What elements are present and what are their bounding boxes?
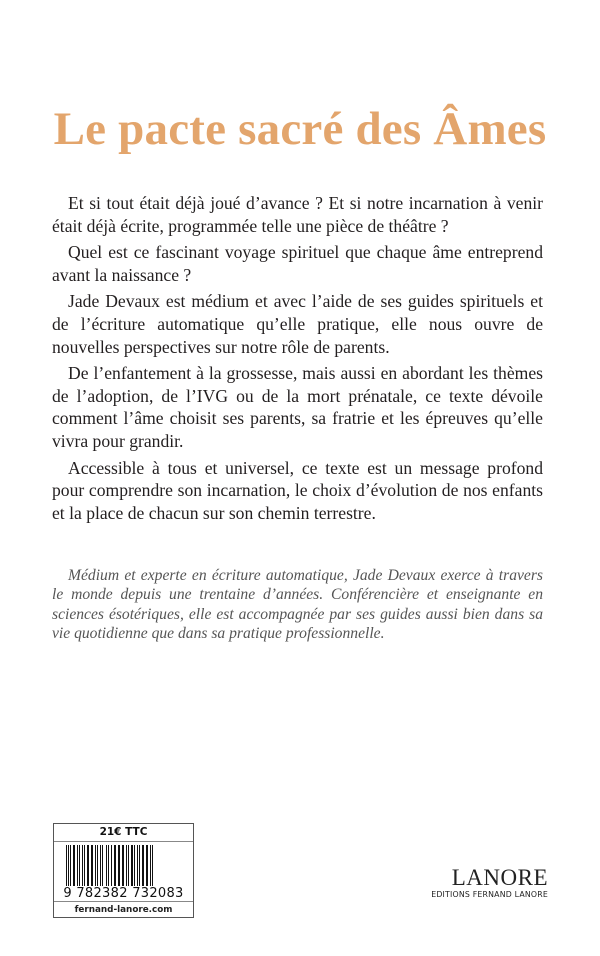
barcode-bar: [122, 845, 124, 891]
barcode-bar: [114, 845, 116, 891]
barcode: [54, 842, 193, 901]
barcode-bar: [95, 845, 96, 891]
barcode-bar: [87, 845, 89, 891]
barcode-bar: [84, 845, 85, 891]
barcode-bar: [77, 845, 78, 891]
blurb-paragraph: De l’enfantement à la grossesse, mais aussi en abordant les thèmes de l’adoption, de l’IVG ou de la mort prénatale, ce texte dévoile comment l’âme choisit ses parents, sa fratrie et les épreuves qu’elle vivra pour grandir.: [52, 363, 543, 451]
price-label: 21€ TTC: [54, 824, 193, 842]
back-cover-blurb: [52, 192, 543, 528]
barcode-bar: [70, 845, 71, 891]
barcode-bar: [137, 845, 138, 891]
barcode-bar: [79, 845, 80, 891]
author-bio: Médium et experte en écriture automatique, Jade Devaux exerce à travers le monde depuis une trentaine d’années. Conférencière et enseignante en sciences ésotériques, elle est accompagnée par ses guides aussi bien dans sa vie quotidienne que dans sa pratique professionnelle.: [52, 567, 543, 643]
isbn-number: [54, 886, 193, 901]
publisher-name: EDITIONS FERNAND LANORE: [431, 890, 548, 899]
blurb-paragraph: Et si tout était déjà joué d’avance ? Et si notre incarnation à venir était déjà écrite, programmée telle une pièce de théâtre ?: [52, 193, 543, 236]
barcode-bar: [111, 845, 112, 891]
barcode-bar: [126, 845, 127, 891]
price-barcode-box: [53, 823, 194, 918]
barcode-bar: [73, 845, 75, 891]
barcode-bar: [134, 845, 135, 891]
barcode-bar: [100, 845, 101, 891]
barcode-bar: [118, 845, 120, 891]
blurb-paragraph: Accessible à tous et universel, ce texte est un message profond pour comprendre son incarnation, le choix d’évolution de nos enfants et la place de chacun sur son chemin terrestre.: [52, 457, 543, 523]
barcode-bar: [146, 845, 148, 891]
barcode-bar: [139, 845, 140, 891]
book-title: Le pacte sacré des Âmes: [53, 103, 547, 156]
publisher-logo: LANORE: [451, 865, 548, 890]
barcode-bar: [102, 845, 103, 891]
barcode-bar: [82, 845, 83, 891]
barcode-bar: [131, 845, 133, 891]
publisher-website: fernand-lanore.com: [54, 901, 193, 919]
barcode-bar: [142, 845, 144, 891]
blurb-paragraph: Quel est ce fascinant voyage spirituel que chaque âme entreprend avant la naissance ?: [52, 242, 543, 285]
isbn-text: 9 782382 732083: [63, 886, 184, 901]
blurb-paragraph: Jade Devaux est médium et avec l’aide de ses guides spirituels et de l’écriture automatique qu’elle pratique, elle nous ouvre de nouvelles perspectives sur notre rôle de parents.: [52, 291, 543, 357]
barcode-bar: [97, 845, 98, 891]
publisher-block: [431, 866, 548, 900]
barcode-bar: [128, 845, 129, 891]
barcode-bar: [91, 845, 93, 891]
